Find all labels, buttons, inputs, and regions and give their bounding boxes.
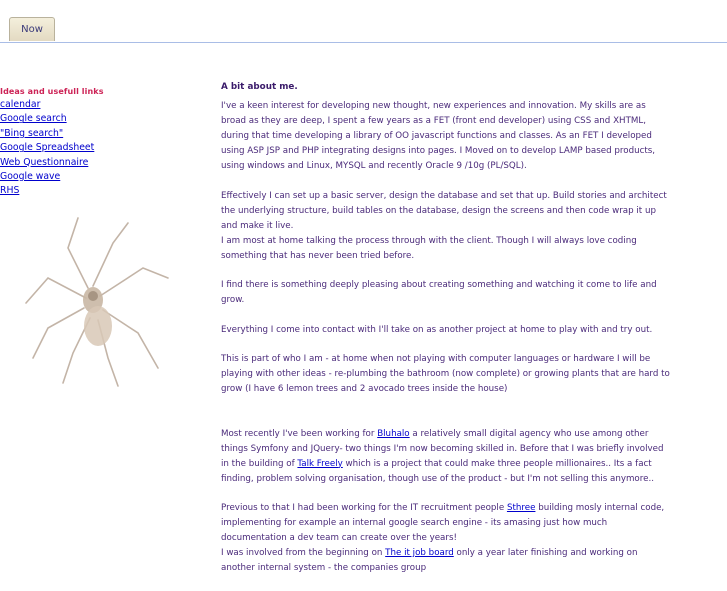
sidebar-item-rhs [0,184,200,198]
it-job-board-link[interactable]: The it job board [385,548,454,558]
recent-text-1: Most recently I've been working for [221,428,378,439]
main-content [221,80,671,591]
previous-text-1: Previous to that I had been working for the IT recruitment people [221,503,507,513]
spacer [221,412,671,427]
web-questionnaire-link[interactable]: Web Questionnaire [0,156,89,168]
top-nav-bar [0,0,727,43]
sthree-link[interactable]: Sthree [506,503,536,513]
grow-paragraph: I find there is something deeply pleasing about creating something and watching it come to life and grow. [221,280,657,305]
sidebar-item-google-search [0,112,200,126]
bluhalo-link[interactable]: Bluhalo [377,428,410,439]
sidebar-links [0,98,200,199]
client-text: I am most at home talking the process through with the client. Though I will always love coding something that has never been tried before. [221,235,637,261]
sidebar [0,87,200,199]
rhs-link[interactable]: RHS [0,185,20,197]
sidebar-heading: Ideas and usefull links [0,87,104,96]
intro-paragraph: I've a keen interest for developing new thought, new experiences and innovation. My skills are as broad as they are deep, I spent a few years as a FET (front end developer) using CSS and XHTML, during that time developing a library of OO javascript functions and classes. As an FET I developed using ASP JSP and PHP integrating designs into pages. I Moved on to develop LAMP based products, using windows and Linux, MYSQL and recently Oracle 9 /10g (PL/SQL). [221,101,656,171]
sidebar-item-google-spreadsheet [0,141,200,155]
spider-image [18,208,178,388]
previous-text-4: only a year later finishing and working on another internal system - the companies group [221,548,638,573]
hobbies-paragraph: This is part of who I am - at home when not playing with computer languages or hardware I will be playing with other ideas - re-plumbing the bathroom (now complete) or growing plants that are hard to grow (I have 6 lemon trees and 2 avocado trees inside the house) [221,354,670,394]
previous-work-paragraph [221,501,671,576]
google-wave-link[interactable]: Google wave [0,171,61,183]
skills-text: Effectively I can set up a basic server, design the database and set that up. Build stories and architect the underlying structure, build tables on the database, design the screens and then code wrap it up and make it live. [221,190,667,231]
recent-work-paragraph [221,427,671,487]
calendar-link[interactable]: calendar [0,99,41,110]
talk-freely-link[interactable]: Talk Freely [297,458,343,469]
sidebar-item-bing-search [0,127,200,141]
tab-now[interactable]: Now [9,17,55,41]
sidebar-item-web-questionnaire [0,156,200,170]
skills-paragraph [221,189,671,264]
recent-text-2: a relatively small digital agency who use among other things Symfony and JQuery- two things I'm now becoming skilled in. Before that I was briefly involved in the building of [221,428,664,469]
bing-search-link[interactable]: "Bing search" [0,127,64,139]
recent-text-3: which is a project that could make three people millionaires.. Its a fact finding, problem solving organisation, though use of the product - but I'm not selling this anymore.. [221,458,654,484]
previous-text-2: building mosly internal code, implementing for example an internal google search engine - its amasing just how much documentation a dev team can create over the years! [221,503,665,543]
google-search-link[interactable]: Google search [0,113,67,125]
sidebar-item-calendar [0,98,200,112]
projects-paragraph: Everything I come into contact with I'll take on as another project at home to play with and try out. [221,324,653,335]
about-heading: A bit about me. [221,82,298,92]
previous-text-3: I was involved from the beginning on [221,548,386,558]
sidebar-item-google-wave [0,170,200,184]
google-spreadsheet-link[interactable]: Google Spreadsheet [0,142,95,154]
